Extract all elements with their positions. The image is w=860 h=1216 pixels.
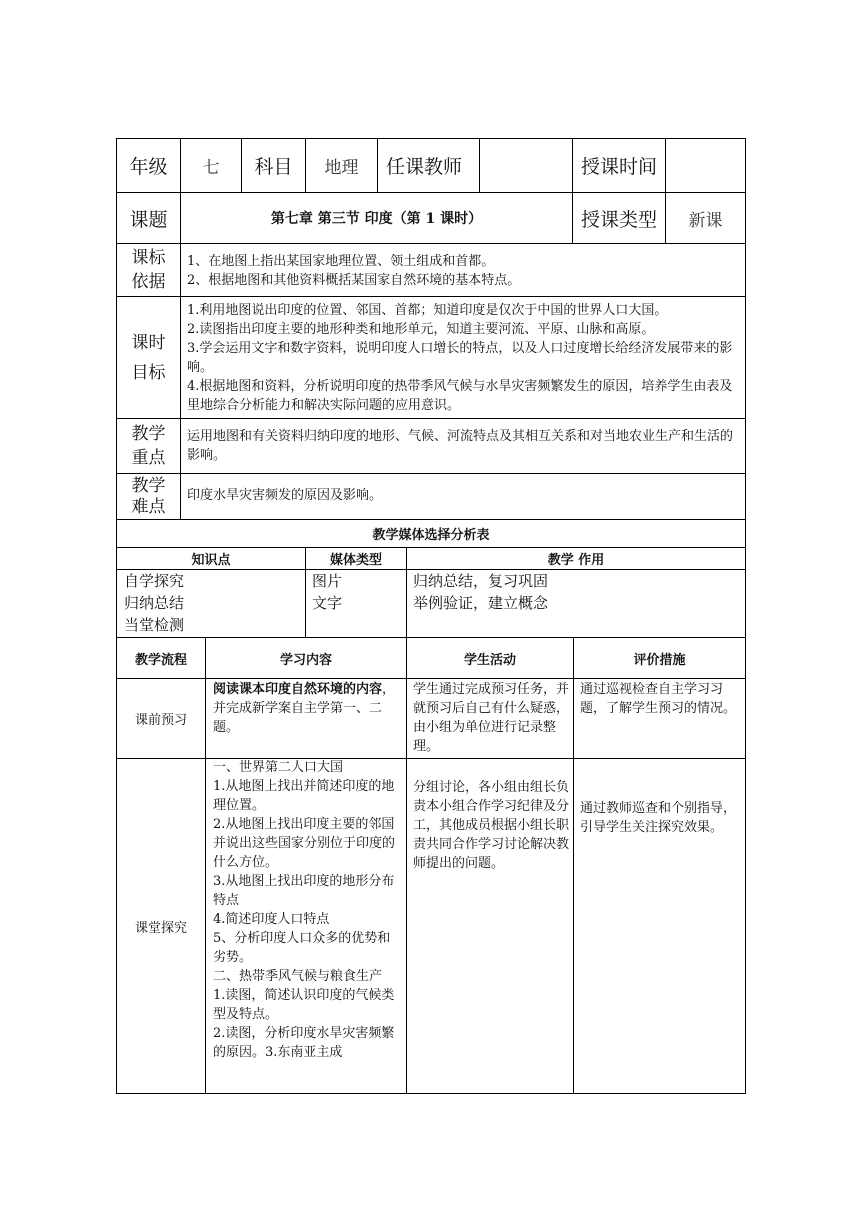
topic-label: 课题 bbox=[129, 208, 168, 231]
explore-stage: 课堂探究 bbox=[134, 920, 187, 936]
border-right bbox=[745, 138, 746, 1094]
preview-activity: 学生通过完成预习任务，并就预习后自己有什么疑惑，由小组为单位进行记录整理。 bbox=[413, 682, 570, 754]
objective-line: 2.读图指出印度主要的地形种类和地形单元，知道主要河流、平原、山脉和高原。 bbox=[187, 322, 655, 337]
list-item: 文字 bbox=[312, 594, 343, 612]
explore-content bbox=[213, 758, 401, 1062]
explore-eval: 通过教师巡查和个别指导，引导学生关注探究效果。 bbox=[580, 801, 737, 835]
col-line bbox=[573, 637, 574, 1094]
media-col-knowledge: 知识点 bbox=[191, 553, 231, 568]
standard-line: 2、根据地图和其他资料概括某国家自然环境的基本特点。 bbox=[187, 273, 521, 288]
grade-value: 七 bbox=[202, 158, 220, 178]
topic-value: 第七章 第三节 印度（第 1 课时） bbox=[270, 211, 483, 227]
standard-label-line-2: 依据 bbox=[131, 272, 166, 292]
objective-line: 1.利用地图说出印度的位置、邻国、首都；知道印度是仅次于中国的世界人口大国。 bbox=[187, 303, 668, 318]
list-item: 举例验证，建立概念 bbox=[413, 594, 549, 612]
grade-label: 年级 bbox=[129, 156, 168, 178]
media-knowledge-list bbox=[124, 570, 304, 636]
standard-label bbox=[117, 244, 180, 296]
list-item: 自学探究 bbox=[124, 572, 185, 590]
media-col-type: 媒体类型 bbox=[329, 553, 382, 568]
explore-line: 3.从地图上找出印度的地形分布特点 bbox=[213, 874, 395, 908]
media-type-list bbox=[312, 570, 404, 614]
standard-text bbox=[187, 252, 739, 290]
row-line bbox=[116, 678, 746, 679]
explore-line: 4.简述印度人口特点 bbox=[213, 912, 330, 927]
explore-line: 二、热带季风气候与粮食生产 bbox=[213, 969, 383, 984]
list-item: 当堂检测 bbox=[124, 616, 185, 634]
standard-label-line-1: 课标 bbox=[131, 248, 166, 268]
subject-value: 地理 bbox=[324, 158, 359, 178]
process-col-flow: 教学流程 bbox=[134, 652, 187, 668]
objectives-text bbox=[187, 301, 741, 415]
lesson-type-label: 授课类型 bbox=[580, 208, 657, 231]
row-line bbox=[116, 296, 746, 297]
objectives-label-line-1: 课时 bbox=[131, 332, 166, 353]
explore-line: 5、分析印度人口众多的优势和劣势。 bbox=[213, 931, 391, 965]
teacher-label: 任课教师 bbox=[386, 156, 463, 178]
explore-line: 2.从地图上找出印度主要的邻国并说出这些国家分别位于印度的什么方位。 bbox=[213, 817, 396, 870]
difficulties-text: 印度水旱灾害频发的原因及影响。 bbox=[187, 488, 383, 503]
explore-line: 2.读图，分析印度水旱灾害频繁的原因。3.东南亚主成 bbox=[213, 1026, 395, 1060]
media-table-title: 教学媒体选择分析表 bbox=[372, 528, 490, 543]
explore-activity: 分组讨论，各小组由组长负责本小组合作学习纪律及分工，其他成员根据小组长职责共同合作学习讨论解决教师提出的问题。 bbox=[413, 780, 570, 871]
difficulties-label-line-1: 教学 bbox=[131, 475, 166, 496]
objectives-label bbox=[117, 297, 180, 418]
standard-line: 1、在地图上指出某国家地理位置、领土组成和首都。 bbox=[187, 254, 495, 269]
explore-line: 一、世界第二人口大国 bbox=[213, 760, 344, 775]
time-value bbox=[666, 139, 745, 192]
row-line bbox=[116, 758, 746, 759]
preview-eval: 通过巡视检查自主学习习题，了解学生预习的情况。 bbox=[580, 682, 737, 716]
media-role-list bbox=[413, 570, 743, 614]
key-points-label-line-2: 重点 bbox=[131, 448, 166, 468]
process-col-content: 学习内容 bbox=[279, 652, 332, 668]
list-item: 归纳总结，复习巩固 bbox=[413, 572, 549, 590]
explore-line: 1.读图，简述认识印度的气候类型及特点。 bbox=[213, 988, 395, 1022]
time-label: 授课时间 bbox=[580, 156, 657, 178]
col-line bbox=[180, 243, 181, 520]
preview-content bbox=[213, 680, 401, 737]
key-points-text: 运用地图和有关资料归纳印度的地形、气候、河流特点及其相互关系和对当地农业生产和生活的影响。 bbox=[187, 429, 734, 463]
lesson-type-value: 新课 bbox=[688, 210, 723, 231]
border-bottom bbox=[116, 1093, 746, 1094]
subject-label: 科目 bbox=[254, 156, 293, 178]
preview-content-bold: 阅读课本印度自然环境的内容 bbox=[213, 682, 383, 697]
difficulties-label-line-2: 难点 bbox=[131, 496, 166, 517]
media-col-role: 教学 作用 bbox=[547, 553, 605, 568]
objectives-label-line-2: 目标 bbox=[131, 362, 166, 383]
objective-line: 4.根据地图和资料，分析说明印度的热带季风气候与水旱灾害频繁发生的原因，培养学生由表及里地综合分析能力和解决实际问题的应用意识。 bbox=[187, 379, 733, 413]
row-line bbox=[116, 243, 746, 244]
row-line bbox=[116, 473, 746, 474]
key-points-label bbox=[117, 419, 180, 473]
explore-line: 1.从地图上找出并简述印度的地理位置。 bbox=[213, 779, 395, 813]
col-line bbox=[205, 637, 206, 1094]
process-col-activity: 学生活动 bbox=[463, 652, 516, 668]
list-item: 归纳总结 bbox=[124, 594, 185, 612]
row-line bbox=[116, 418, 746, 419]
list-item: 图片 bbox=[312, 572, 343, 590]
teacher-value bbox=[480, 139, 572, 192]
key-points-label-line-1: 教学 bbox=[131, 424, 166, 444]
col-line bbox=[406, 637, 407, 1094]
preview-content-rest: ，并完成新学案自主学第一、二题。 bbox=[213, 682, 396, 735]
process-col-eval: 评价措施 bbox=[633, 652, 686, 668]
objective-line: 3.学会运用文字和数字资料，说明印度人口增长的特点，以及人口过度增长给经济发展带来的影响。 bbox=[187, 341, 733, 375]
preview-stage: 课前预习 bbox=[134, 713, 187, 728]
difficulties-label bbox=[117, 474, 180, 519]
